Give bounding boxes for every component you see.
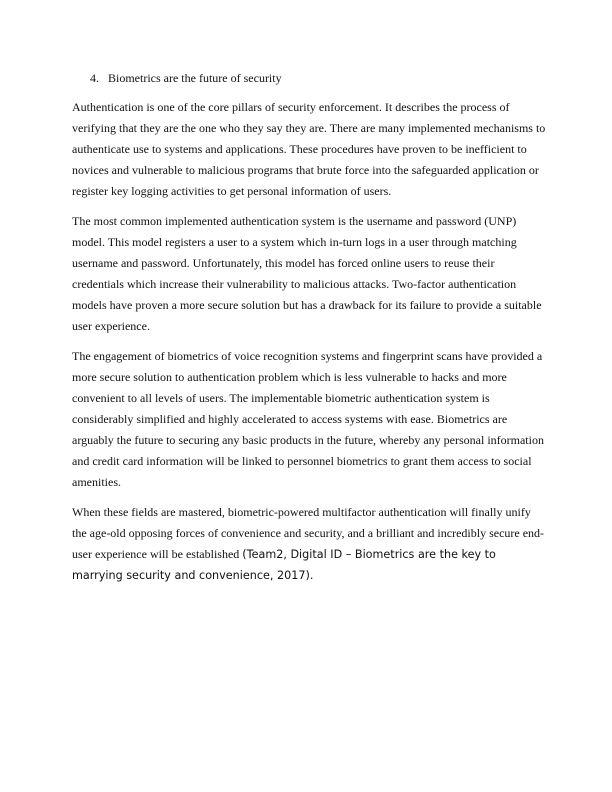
citation-period: . [309,569,314,582]
paragraph-unp-model: The most common implemented authentication system is the username and password (UNP) model. This model registers a user to a system which in-turn logs in a user through matching username and password. Unfortunately, this model has forced online users to reuse their credentials which increase their vulnerability to malicious attacks. Two-factor authentication models have proven a more secure solution but has a drawback for its failure to provide a suitable user experience. [72,214,542,333]
paragraph-biometrics-engagement: The engagement of biometrics of voice recognition systems and fingerprint scans have provided a more secure solution to authentication problem which is less vulnerable to hacks and more convenient to all levels of users. The implementable biometric authentication system is considerably simplified and highly accelerated to access systems with ease. Biometrics are arguably the future to securing any basic products in the future, whereby any personal information and credit card information will be linked to personnel biometrics to grant them access to social amenities. [72,349,544,489]
section-title: Biometrics are the future of security [108,71,282,85]
paragraph-conclusion [72,502,546,586]
section-heading [72,68,546,89]
paragraph-authentication: Authentication is one of the core pillars of security enforcement. It describes the process of verifying that they are the one who they say they are. There are many implemented mechanisms to authenticate use to systems and applications. These procedures have proven to be inefficient to novices and vulnerable to malicious programs that brute force into the safeguarded application or register key logging activities to get personal information of users. [72,100,546,198]
section-number: 4. [90,71,99,85]
document-body [72,68,546,595]
conclusion-text: When these fields are mastered, biometric-powered multifactor authentication will finally unify the age-old opposing forces of convenience and security, and a brilliant and incredibly secure end-user experience will be established [72,505,545,561]
citation: (Team2, Digital ID – Biometrics are the key to marrying security and convenience, 2017) [72,548,496,582]
